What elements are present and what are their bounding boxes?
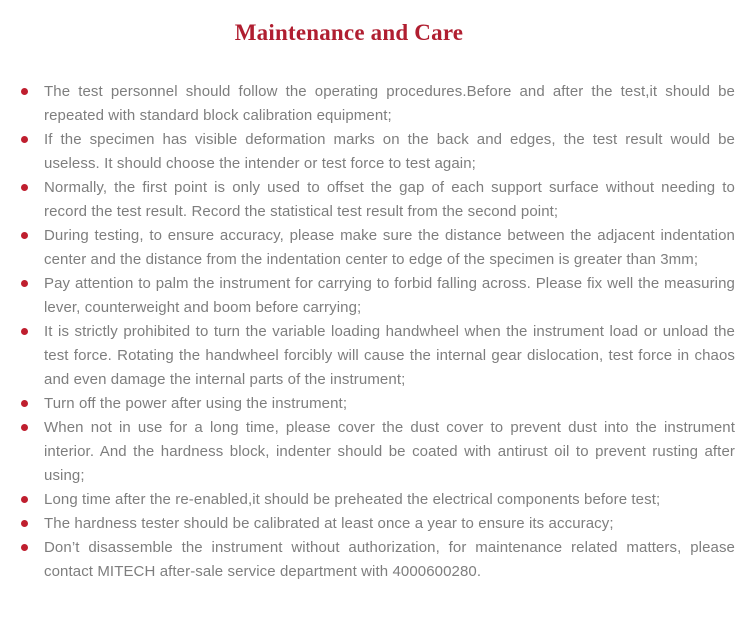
list-item xyxy=(0,176,735,224)
list-item xyxy=(0,512,735,536)
bullet-icon xyxy=(21,280,28,287)
list-item xyxy=(0,224,735,272)
bullet-icon xyxy=(21,88,28,95)
list-item xyxy=(0,80,735,128)
bullet-icon xyxy=(21,232,28,239)
maintenance-list xyxy=(0,80,750,584)
bullet-icon xyxy=(21,424,28,431)
manual-page xyxy=(0,18,750,635)
list-item xyxy=(0,416,735,488)
list-item xyxy=(0,488,735,512)
list-item-text: During testing, to ensure accuracy, please make sure the distance between the adjacent indentation center and the distance from the indentation center to edge of the specimen is greater than 3mm; xyxy=(44,227,735,268)
bullet-icon xyxy=(21,328,28,335)
bullet-icon xyxy=(21,496,28,503)
list-item xyxy=(0,272,735,320)
list-item-text: Long time after the re-enabled,it should be preheated the electrical components before test; xyxy=(44,491,661,508)
page-title: Maintenance and Care xyxy=(234,20,464,45)
list-item-text: The test personnel should follow the operating procedures.Before and after the test,it should be repeated with standard block calibration equipment; xyxy=(44,83,735,124)
list-item-text: Normally, the first point is only used to offset the gap of each support surface without needing to record the test result. Record the statistical test result from the second point; xyxy=(44,179,735,220)
list-item-text: Pay attention to palm the instrument for carrying to forbid falling across. Please fix well the measuring lever, counterweight and boom before carrying; xyxy=(44,275,735,316)
bullet-icon xyxy=(21,520,28,527)
bullet-icon xyxy=(21,400,28,407)
list-item xyxy=(0,536,735,584)
list-item xyxy=(0,320,735,392)
list-item-text: Turn off the power after using the instrument; xyxy=(44,395,348,412)
list-item xyxy=(0,392,735,416)
list-item-text: If the specimen has visible deformation marks on the back and edges, the test result would be useless. It should choose the intender or test force to test again; xyxy=(44,131,735,172)
list-item xyxy=(0,128,735,176)
list-item-text: The hardness tester should be calibrated at least once a year to ensure its accuracy; xyxy=(44,515,614,532)
list-item-text: When not in use for a long time, please cover the dust cover to prevent dust into the instrument interior. And the hardness block, indenter should be coated with antirust oil to prevent rusting after using; xyxy=(44,419,735,484)
bullet-icon xyxy=(21,544,28,551)
list-item-text: It is strictly prohibited to turn the variable loading handwheel when the instrument load or unload the test force. Rotating the handwheel forcibly will cause the internal gear dislocation, test force in chaos and even damage the internal parts of the instrument; xyxy=(44,323,735,388)
bullet-icon xyxy=(21,184,28,191)
bullet-icon xyxy=(21,136,28,143)
list-item-text: Don’t disassemble the instrument without authorization, for maintenance related matters, please contact MITECH after-sale service department with 4000600280. xyxy=(44,539,735,580)
